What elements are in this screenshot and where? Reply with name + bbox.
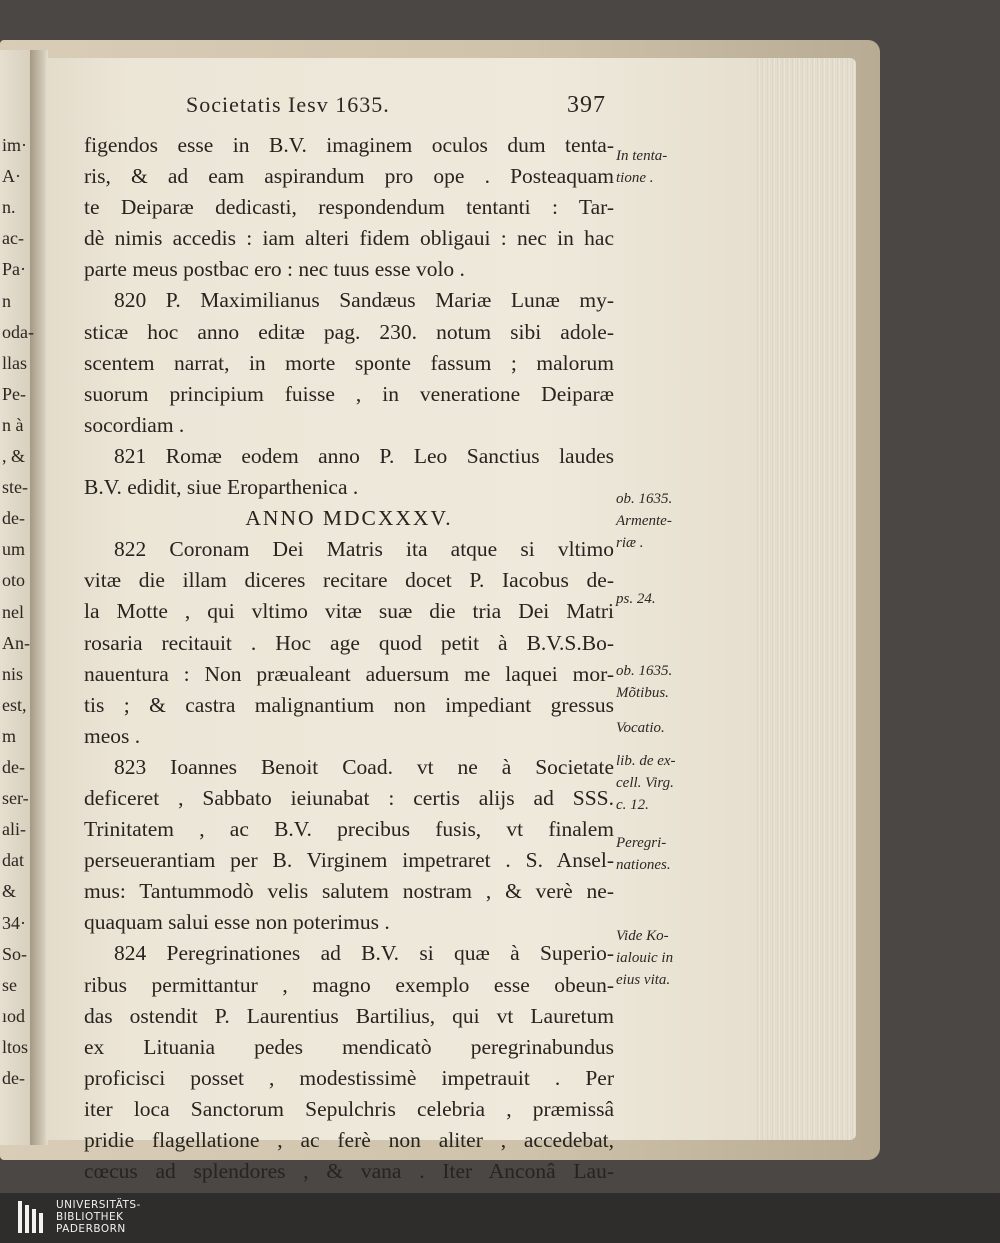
margin-note-line: ob. 1635. [616, 663, 673, 679]
left-page-fragment: de- [2, 1068, 25, 1088]
margin-note [616, 660, 716, 704]
body-text [84, 130, 614, 1218]
left-page-fragment: & [2, 881, 17, 902]
margin-note-line: Peregri- [616, 835, 667, 851]
logo-line: BIBLIOTHEK [56, 1211, 124, 1223]
text-line: quaquam salui esse non poterimus . [84, 910, 390, 935]
left-page-fragment: m [2, 725, 17, 746]
text-line: tis ; & castra malignantium non impediant gressus [84, 692, 614, 717]
text-line: dè nimis accedis : iam alteri fidem obligaui : nec in hac [84, 226, 614, 251]
left-page-fragment: llas [2, 352, 27, 373]
left-page-fragment: nis [2, 663, 24, 684]
text-line: la Motte , qui vltimo vitæ suæ die tria Dei Matri [84, 599, 614, 624]
left-page-fragment: So- [2, 943, 28, 964]
margin-note-line: In tenta- [616, 148, 668, 164]
margin-note-line: nationes. [616, 857, 671, 873]
text-line: 821 Romæ eodem anno P. Leo Sanctius laudes [114, 443, 614, 468]
margin-note [616, 832, 716, 876]
text-line: socordiam . [84, 412, 185, 437]
margin-note-line: ob. 1635. [616, 491, 673, 507]
text-line: rosaria recitauit . Hoc age quod petit à B.V.S.Bo- [84, 630, 614, 655]
margin-note-line: tione . [616, 170, 654, 186]
margin-note-line: c. 12. [616, 797, 649, 813]
left-page-fragment: , & [2, 446, 26, 466]
margin-note [616, 588, 716, 610]
text-line: meos . [84, 723, 141, 748]
text-line: 820 P. Maximilianus Sandæus Mariæ Lunæ my- [114, 288, 614, 313]
left-page-fragment: nel [2, 601, 24, 622]
left-page-fragment: oda- [2, 321, 34, 342]
margin-note-line: Mõtibus. [616, 685, 669, 701]
margin-note-line: lib. de ex- [616, 753, 676, 769]
page-fore-edge [756, 58, 856, 1140]
text-line: Trinitatem , ac B.V. precibus fusis, vt finalem [84, 817, 614, 842]
left-page-fragment: de- [2, 757, 25, 777]
left-page-fragment: ltos [2, 1036, 29, 1057]
text-line: suorum principium fuisse , in veneratione Deiparæ [84, 381, 614, 406]
margin-note-line: ps. 24. [616, 591, 656, 607]
left-page-fragment: est, [2, 694, 27, 715]
text-line: ex Lituania pedes mendicatò peregrinabundus [84, 1034, 614, 1059]
margin-note-line: cell. Virg. [616, 775, 674, 791]
left-page-fragment: oto [2, 570, 26, 591]
margin-note [616, 750, 716, 816]
text-line: ris, & ad eam aspirandum pro ope . Posteaquam [84, 164, 614, 189]
text-line: te Deiparæ dedicasti, respondendum tentanti : Tar- [84, 195, 614, 220]
margin-note [616, 488, 716, 554]
left-page-fragment: Pa· [2, 259, 26, 280]
text-line: parte meus postbac ero : nec tuus esse volo . [84, 257, 465, 282]
library-logo-text [56, 1199, 141, 1235]
margin-note [616, 717, 716, 739]
text-line: ribus permittantur , magno exemplo esse obeun- [84, 972, 614, 997]
margin-note [616, 925, 716, 991]
left-page-fragment: im· [2, 135, 27, 155]
left-page-fragment: de- [2, 508, 25, 529]
left-page-fragment: ac- [2, 228, 24, 249]
left-page-fragment: ıod [2, 1005, 26, 1026]
margin-note-line: Armente- [616, 513, 672, 529]
margin-note-line: Vide Ko- [616, 928, 669, 944]
logo-line: PADERBORN [56, 1223, 126, 1235]
running-head-title: Societatis Iesv 1635. [186, 92, 390, 117]
margin-note-line: ialouic in [616, 950, 674, 966]
left-page-fragment: n. [2, 197, 16, 218]
left-page-fragment: n [2, 290, 11, 311]
left-page-fragment: ser- [2, 788, 29, 809]
left-page-fragment: An- [2, 632, 30, 653]
left-page-fragment: Pe- [2, 383, 26, 404]
text-line: proficisci posset , modestissimè impetrauit . Per [84, 1065, 614, 1090]
text-line: perseuerantiam per B. Virginem impetraret . S. Ansel- [84, 848, 614, 873]
section-heading: ANNO MDCXXXV. [245, 506, 453, 531]
text-line: scentem narrat, in morte sponte fassum ; malorum [84, 350, 614, 375]
margin-note [616, 145, 716, 189]
margin-note-line: riæ . [616, 535, 644, 551]
text-line: 822 Coronam Dei Matris ita atque si vltimo [114, 537, 614, 562]
left-page-fragment: ali- [2, 819, 26, 840]
logo-line: UNIVERSITÄTS- [56, 1199, 141, 1211]
left-page-fragment: A· [2, 166, 21, 187]
text-line: nauentura : Non præualeant aduersum me laquei mor- [84, 661, 614, 686]
text-line: sticæ hoc anno editæ pag. 230. notum sibi adole- [84, 319, 614, 344]
left-page-fragment: um [2, 539, 26, 560]
page-number: 397 [567, 92, 606, 118]
left-page-fragment: dat [2, 850, 24, 871]
margin-note-line: Vocatio. [616, 720, 665, 736]
footer-bar [0, 1193, 1000, 1243]
text-line: pridie flagellatione , ac ferè non aliter , accedebat, [84, 1128, 614, 1152]
left-page-fragment: se [2, 974, 17, 995]
left-page-fragment: n à [2, 414, 24, 435]
left-page-fragment: 34· [2, 912, 26, 933]
left-page-fragment: ste- [2, 477, 28, 498]
text-line: deficeret , Sabbato ieiunabat : certis alijs ad SSS. [84, 785, 614, 810]
text-line: B.V. edidit, siue Eroparthenica . [84, 475, 359, 500]
running-head [186, 92, 606, 122]
margin-note-line: eius vita. [616, 972, 671, 988]
text-line: vitæ die illam diceres recitare docet P. Iacobus de- [84, 568, 614, 593]
text-line: figendos esse in B.V. imaginem oculos dum tenta- [84, 133, 614, 157]
text-line: cœcus ad splendores , & vana . Iter Anconâ Lau- [84, 1159, 614, 1184]
library-logo-icon [18, 1201, 46, 1233]
text-line: 824 Peregrinationes ad B.V. si quæ à Superio- [114, 941, 614, 966]
text-line: mus: Tantummodò velis salutem nostram , & verè ne- [84, 879, 614, 904]
text-line: das ostendit P. Laurentius Bartilius, qui vt Lauretum [84, 1003, 614, 1028]
text-line: iter loca Sanctorum Sepulchris celebria , præmissâ [84, 1096, 614, 1121]
text-line: 823 Ioannes Benoit Coad. vt ne à Societate [114, 754, 614, 779]
